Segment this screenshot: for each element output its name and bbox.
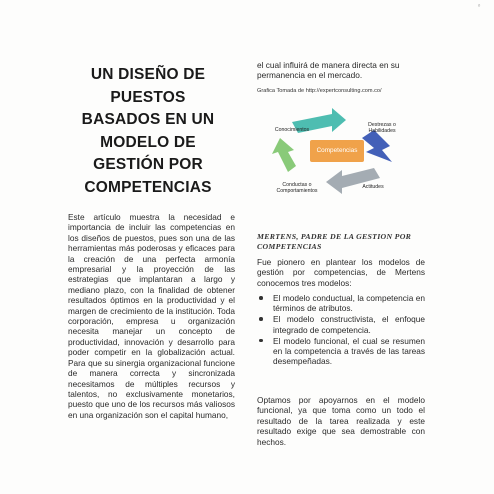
knowledge-label: Conocimientos	[274, 127, 310, 133]
skills-label: Destrezas o Habilidades	[368, 122, 396, 134]
competencies-diagram	[262, 100, 412, 200]
intro-paragraph: Este artículo muestra la necesidad e importancia de incluir las competencias en los diseños de puestos, pues son una de las herramientas más poderosas y eficaces para la creación de una perfecta armonía empresarial y la proyección de las estrategias que implantaran a largo y mediano plazo, con la finalidad de obtener resultados óptimos en la productividad y el margen de crecimiento de la institución. Toda corporación, empresa u organización necesita manejar un concepto de productividad, innovación y desarrollo para poder competir en la globalización actual. Para que su sinergia organizacional funcione de manera correcta y sincronizada necesitamos de múltiples recursos y talentos, no exclusivamente monetarios, puesto que uno de los recursos más valiosos en una organización son el capital humano,	[68, 212, 235, 420]
list-item	[257, 314, 425, 335]
continuation-paragraph: el cual influirá de manera directa en su permanencia en el mercado.	[257, 60, 400, 81]
section-heading: MERTENS, PADRE DE LA GESTION POR COMPETENCIAS	[257, 232, 412, 251]
list-item-text: El modelo funcional, el cual se resumen en la competencia a través de las tareas desempeñadas.	[273, 335, 425, 367]
models-list	[257, 293, 425, 367]
skills-arrow	[362, 130, 392, 162]
bullet-icon	[259, 317, 263, 321]
list-item	[257, 336, 425, 367]
title-line: COMPETENCIAS	[84, 178, 212, 196]
bullet-icon	[259, 339, 263, 343]
behaviors-label: Conductas o Comportamientos	[276, 182, 318, 194]
section-paragraph: Fue pionero en plantear los modelos de gestión por competencias, de Mertens conocemos tres modelos:	[257, 257, 425, 288]
title-line: UN DISEÑO DE	[90, 66, 206, 83]
title-line: BASADOS EN UN	[81, 111, 215, 128]
closing-paragraph: Optamos por apoyarnos en el modelo funcional, ya que toma como un todo el resultado de la tarea realizada y este resultado exige que sea demostrable con hechos.	[257, 395, 425, 447]
attitudes-arrow	[326, 168, 380, 194]
list-item-text: El modelo conductual, la competencia en términos de atributos.	[273, 293, 425, 314]
competencias-label: Competencias	[316, 147, 358, 154]
list-item	[257, 293, 425, 314]
corner-mark: ᵒ	[478, 4, 481, 10]
bullet-icon	[259, 296, 263, 300]
list-item-text: El modelo constructivista, el enfoque integrado de competencia.	[273, 314, 425, 335]
attitudes-label: Actitudes	[362, 184, 384, 190]
title-line: PUESTOS	[110, 88, 186, 106]
title-line: MODELO DE	[100, 133, 196, 151]
behaviors-arrow	[272, 138, 296, 172]
article-title	[62, 64, 234, 199]
graphic-caption: Grafica Tomada de http://expertconsulting.com.co/	[257, 88, 382, 94]
title-line: GESTIÓN POR	[93, 156, 203, 173]
